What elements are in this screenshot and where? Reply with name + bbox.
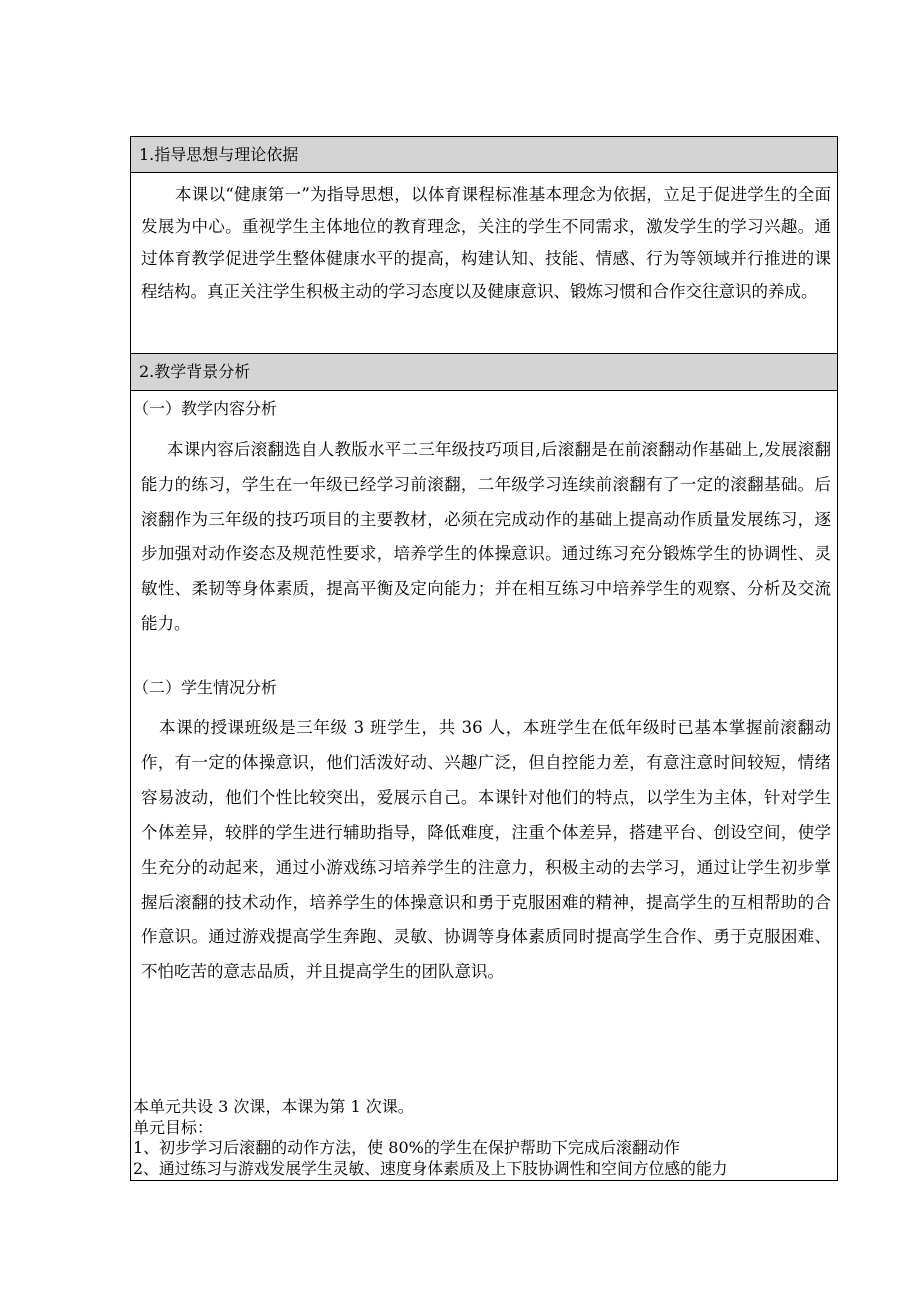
section-2-header-divider: [131, 390, 837, 391]
unit-goal-item: 2、通过练习与游戏发展学生灵敏、速度身体素质及上下肢协调性和空间方位感的能力: [133, 1159, 728, 1178]
content-analysis-body: 本课内容后滚翻选自人教版水平二三年级技巧项目,后滚翻是在前滚翻动作基础上,发展滚翻能力的练习，学生在一年级已经学习前滚翻，二年级学习连续前滚翻有了一定的滚翻基础。后滚翻作为三年级的技巧项目的主要教材，必须在完成动作的基础上提高动作质量发展练习，逐步加强对动作姿态及规范性要求，培养学生的体操意识。通过练习充分锻炼学生的协调性、灵敏性、柔韧等身体素质，提高平衡及定向能力；并在相互练习中培养学生的观察、分析及交流能力。: [141, 440, 831, 633]
unit-goal-item: 1、初步学习后滚翻的动作方法，使 80%的学生在保护帮助下完成后滚翻动作: [133, 1138, 680, 1157]
section-2-header: [131, 354, 837, 390]
section-1-body: 本课以“健康第一”为指导思想，以体育课程标准基本理念为依据，立足于促进学生的全面发展为中心。重视学生主体地位的教育理念，关注的学生不同需求，激发学生的学习兴趣。通过体育教学促进学生整体健康水平的提高，构建认知、技能、情感、行为等领域并行推进的课程结构。真正关注学生积极主动的学习态度以及健康意识、锻炼习惯和合作交往意识的养成。: [141, 185, 831, 301]
section-1-header: [131, 137, 837, 173]
section-2-title: 2.教学背景分析: [139, 362, 251, 381]
content-analysis-heading: （一）教学内容分析: [133, 399, 278, 418]
section-1-title: 1.指导思想与理论依据: [139, 145, 299, 164]
section-1-header-divider: [131, 172, 837, 173]
lesson-plan-table: [130, 136, 838, 1181]
unit-count-text: 本单元共设 3 次课，本课为第 1 次课。: [133, 1097, 414, 1116]
student-analysis-heading: （二）学生情况分析: [133, 678, 278, 697]
student-analysis-body: 本课的授课班级是三年级 3 班学生，共 36 人，本班学生在低年级时已基本掌握前滚翻动作，有一定的体操意识，他们活泼好动、兴趣广泛，但自控能力差，有意注意时间较短，情绪容易波动，他们个性比较突出，爱展示自己。本课针对他们的特点，以学生为主体，针对学生个体差异，较胖的学生进行辅助指导，降低难度，注重个体差异，搭建平台、创设空间，使学生充分的动起来，通过小游戏练习培养学生的注意力，积极主动的去学习，通过让学生初步掌握后滚翻的技术动作，培养学生的体操意识和勇于克服困难的精神，提高学生的互相帮助的合作意识。通过游戏提高学生奔跑、灵敏、协调等身体素质同时提高学生合作、勇于克服困难、不怕吃苦的意志品质，并且提高学生的团队意识。: [141, 718, 831, 982]
unit-goals-label: 单元目标：: [133, 1118, 214, 1137]
